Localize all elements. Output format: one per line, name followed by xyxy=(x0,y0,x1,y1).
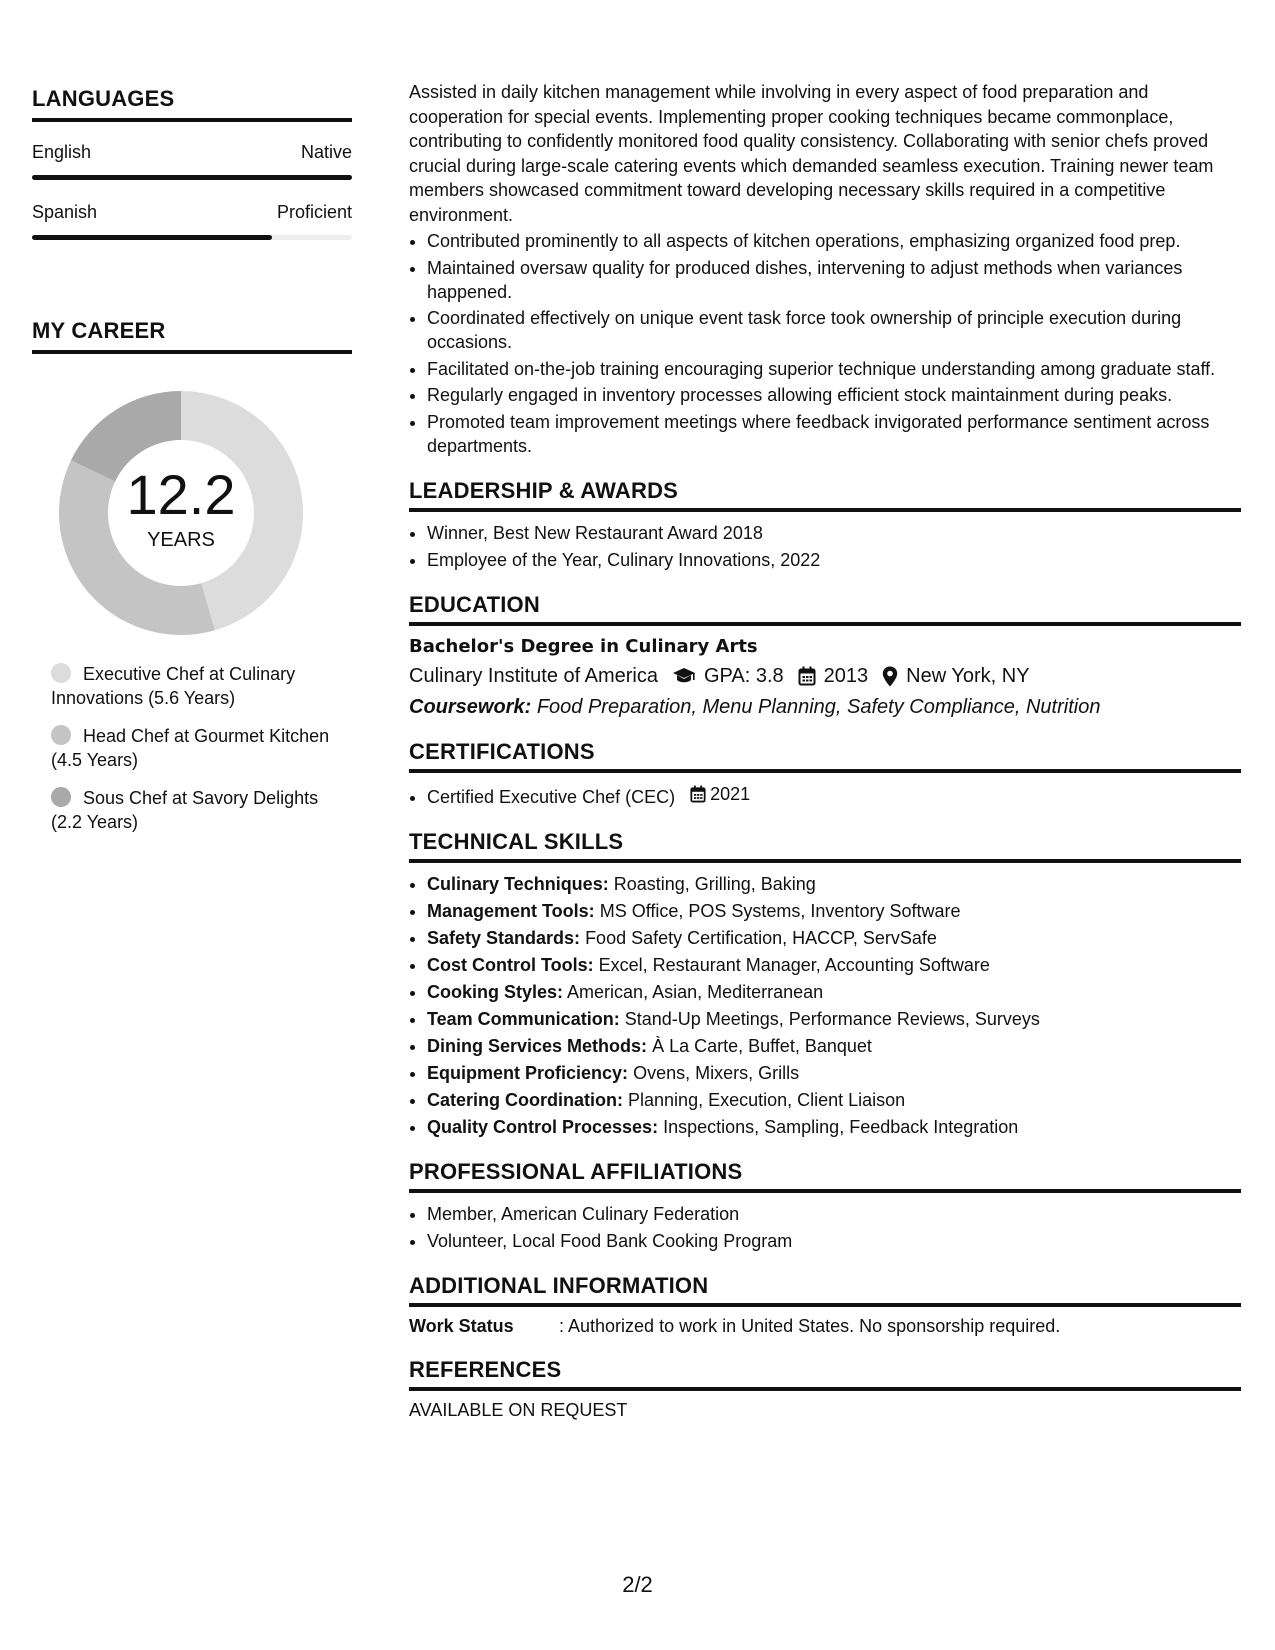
work-status-value: : Authorized to work in United States. No sponsorship required. xyxy=(559,1315,1061,1336)
references-text: AVAILABLE ON REQUEST xyxy=(409,1399,628,1420)
list-item: • Regularly engaged in inventory processes allowing efficient stock maintainment during peaks. xyxy=(427,383,1241,407)
list-item: • Maintained oversaw quality for produced dishes, intervening to adjust methods when variances happened. xyxy=(427,256,1241,304)
career-legend xyxy=(32,662,352,834)
section-title: REFERENCES xyxy=(409,1357,1241,1391)
list-item: • Contributed prominently to all aspects of kitchen operations, emphasizing organized food prep. xyxy=(427,229,1241,253)
career-donut-chart xyxy=(56,388,306,638)
education-gpa: GPA: 3.8 xyxy=(704,664,784,687)
career-total-unit: YEARS xyxy=(147,528,215,551)
calendar-icon xyxy=(690,785,706,803)
graduation-cap-icon xyxy=(672,667,696,685)
list-item xyxy=(427,1061,1241,1085)
section-title: ADDITIONAL INFORMATION xyxy=(409,1273,1241,1307)
education-school: Culinary Institute of America xyxy=(409,664,658,687)
skill-label: Management Tools: xyxy=(427,900,595,921)
language-name: Spanish xyxy=(32,202,98,222)
legend-label: Head Chef at Gourmet Kitchen (4.5 Years) xyxy=(51,726,330,770)
certifications-section xyxy=(409,739,1241,809)
legend-item xyxy=(51,724,352,772)
list-item xyxy=(427,1007,1241,1031)
languages-title: LANGUAGES xyxy=(32,86,352,122)
language-item xyxy=(32,142,352,180)
coursework-label: Coursework: xyxy=(409,695,532,718)
language-proficiency-fill xyxy=(32,235,272,240)
skill-value: American, Asian, Mediterranean xyxy=(567,981,824,1002)
experience-summary: Assisted in daily kitchen management while involving in every aspect of food preparation and cooperation for special events. Implementing proper cooking techniques became commonplace, contributing to confidently monitored food quality consistency. Collaborating with senior chefs proved crucial during large-scale catering events which demanded seamless execution. Training newer team members showcased commitment toward developing necessary skills required in a competitive environment. xyxy=(409,82,1214,225)
skill-value: Excel, Restaurant Manager, Accounting Software xyxy=(598,954,990,975)
skill-label: Equipment Proficiency: xyxy=(427,1062,629,1083)
skill-value: Roasting, Grilling, Baking xyxy=(613,873,816,894)
list-item xyxy=(427,1115,1241,1139)
work-status-row xyxy=(409,1316,1241,1337)
languages-list xyxy=(32,142,352,240)
section-title: PROFESSIONAL AFFILIATIONS xyxy=(409,1159,1241,1193)
legend-dot xyxy=(51,725,71,745)
list-item xyxy=(427,1034,1241,1058)
education-year: 2013 xyxy=(823,664,869,687)
career-title: MY CAREER xyxy=(32,318,352,354)
section-title: LEADERSHIP & AWARDS xyxy=(409,478,1241,512)
skill-label: Cooking Styles: xyxy=(427,981,564,1002)
list-item: • Promoted team improvement meetings where feedback invigorated performance sentiment across departments. xyxy=(427,410,1241,458)
legend-item xyxy=(51,786,352,834)
skill-label: Catering Coordination: xyxy=(427,1089,623,1110)
career-section xyxy=(32,318,352,834)
additional-section xyxy=(409,1273,1241,1337)
skill-label: Team Communication: xyxy=(427,1008,620,1029)
skill-label: Quality Control Processes: xyxy=(427,1116,659,1137)
list-item xyxy=(427,899,1241,923)
list-item: • Winner, Best New Restaurant Award 2018 xyxy=(427,521,1241,545)
list-item: • Coordinated effectively on unique event task force took ownership of principle execution during occasions. xyxy=(427,306,1241,354)
legend-item xyxy=(51,662,352,710)
section-title: EDUCATION xyxy=(409,592,1241,626)
certification-name: Certified Executive Chef (CEC) xyxy=(427,786,676,807)
list-item xyxy=(427,926,1241,950)
page-number: 2/2 xyxy=(622,1572,653,1597)
language-item xyxy=(32,202,352,240)
skill-value: Planning, Execution, Client Liaison xyxy=(628,1089,906,1110)
references-section xyxy=(409,1357,1241,1421)
sidebar xyxy=(32,86,352,848)
language-name: English xyxy=(32,142,92,162)
legend-dot xyxy=(51,663,71,683)
language-proficiency-fill xyxy=(32,175,352,180)
skill-value: Food Safety Certification, HACCP, ServSafe xyxy=(585,927,937,948)
language-level: Native xyxy=(300,142,352,162)
calendar-icon xyxy=(798,666,816,686)
skills-section xyxy=(409,829,1241,1139)
language-level: Proficient xyxy=(276,202,352,222)
legend-dot xyxy=(51,787,71,807)
list-item xyxy=(427,782,1241,809)
language-proficiency-bar xyxy=(32,235,352,240)
skill-value: Inspections, Sampling, Feedback Integration xyxy=(663,1116,1019,1137)
education-coursework xyxy=(409,696,1241,719)
language-proficiency-bar xyxy=(32,175,352,180)
list-item: • Facilitated on-the-job training encouraging superior technique understanding among graduate staff. xyxy=(427,357,1241,381)
career-total-years: 12.2 xyxy=(126,462,236,526)
list-item: • Volunteer, Local Food Bank Cooking Program xyxy=(427,1229,1241,1253)
list-item: • Employee of the Year, Culinary Innovations, 2022 xyxy=(427,548,1241,572)
education-section xyxy=(409,592,1241,719)
skill-value: À La Carte, Buffet, Banquet xyxy=(652,1035,872,1056)
certification-year: 2021 xyxy=(710,783,751,804)
skill-label: Dining Services Methods: xyxy=(427,1035,648,1056)
list-item xyxy=(427,1088,1241,1112)
section-title: TECHNICAL SKILLS xyxy=(409,829,1241,863)
list-item xyxy=(427,872,1241,896)
legend-label: Executive Chef at Culinary Innovations (5.6 Years) xyxy=(51,664,296,708)
list-item xyxy=(427,980,1241,1004)
work-status-label: Work Status xyxy=(409,1315,514,1336)
list-item xyxy=(427,953,1241,977)
skill-label: Culinary Techniques: xyxy=(427,873,609,894)
skill-value: Ovens, Mixers, Grills xyxy=(633,1062,800,1083)
legend-label: Sous Chef at Savory Delights (2.2 Years) xyxy=(51,788,319,832)
skill-label: Safety Standards: xyxy=(427,927,581,948)
main-content xyxy=(409,80,1241,1421)
section-title: CERTIFICATIONS xyxy=(409,739,1241,773)
skill-label: Cost Control Tools: xyxy=(427,954,594,975)
list-item: • Member, American Culinary Federation xyxy=(427,1202,1241,1226)
leadership-section xyxy=(409,478,1241,572)
education-meta xyxy=(409,665,1241,688)
affiliations-section xyxy=(409,1159,1241,1253)
map-pin-icon xyxy=(882,666,898,687)
education-location: New York, NY xyxy=(906,664,1030,687)
skill-value: MS Office, POS Systems, Inventory Software xyxy=(599,900,961,921)
skill-value: Stand-Up Meetings, Performance Reviews, Surveys xyxy=(624,1008,1040,1029)
coursework-value: Food Preparation, Menu Planning, Safety Compliance, Nutrition xyxy=(536,695,1101,718)
experience-bullets xyxy=(409,229,1241,458)
education-degree: Bachelor's Degree in Culinary Arts xyxy=(409,635,758,657)
